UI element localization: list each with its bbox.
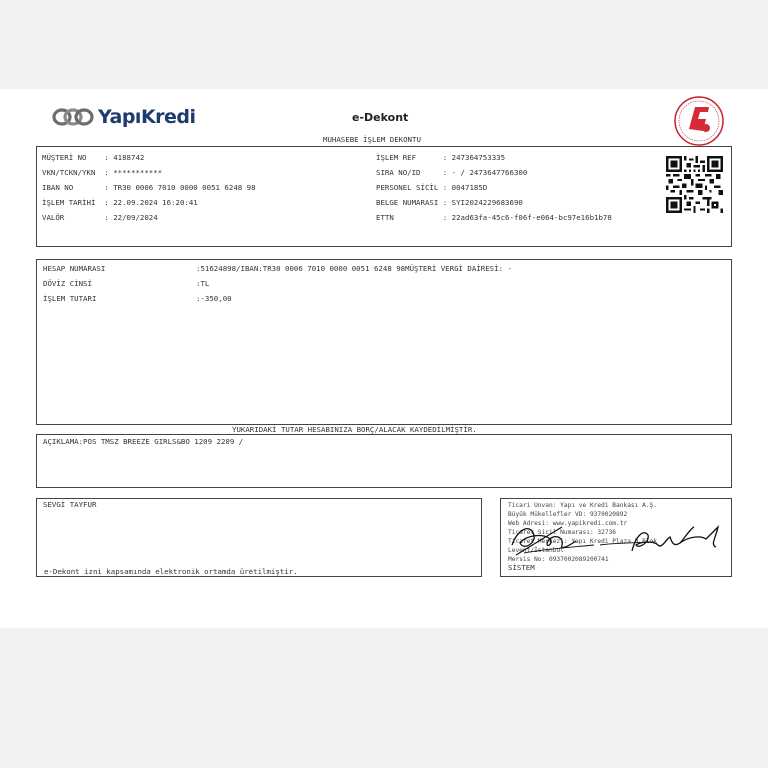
- info-value: : 247364753335: [442, 153, 506, 162]
- info-label: İŞLEM REF: [376, 153, 443, 162]
- signature-icon: [504, 515, 724, 559]
- document-subtitle: MUHASEBE İŞLEM DEKONTU: [323, 135, 421, 144]
- info-value: : 22.09.2024 16:20:41: [104, 198, 198, 207]
- customer-name: SEVGİ TAYFUR: [43, 500, 97, 509]
- bank-seal-icon: [673, 95, 725, 147]
- info-value: : 0047185D: [442, 183, 488, 192]
- receipt-page: [0, 89, 768, 628]
- info-row: [42, 168, 162, 178]
- info-row: [376, 198, 523, 208]
- info-row: [42, 183, 256, 193]
- info-value: : 4188742: [104, 153, 145, 162]
- info-label: SIRA NO/ID: [376, 168, 443, 177]
- bank-info-line: Web Adresi: www.yapikredi.com.tr: [508, 520, 628, 527]
- e-dekont-note: e-Dekont izni kapsamında elektronik ortamda üretilmiştir.: [44, 567, 298, 576]
- qr-code-icon: [666, 156, 723, 213]
- info-value: : TR30 0006 7010 0000 0051 6248 98: [104, 183, 256, 192]
- account-value: :TL: [196, 279, 210, 288]
- bank-info-line: Ticari Unvan: Yapı ve Kredi Bankası A.Ş.: [508, 502, 658, 509]
- info-row: [42, 153, 144, 163]
- logo-mark-icon: [52, 107, 94, 127]
- info-label: ETTN: [376, 213, 443, 222]
- booking-notice: YUKARIDAKİ TUTAR HESABINIZA BORÇ/ALACAK KAYDEDİLMİŞTİR.: [232, 425, 477, 434]
- info-label: IBAN NO: [42, 183, 105, 192]
- info-label: İŞLEM TARİHİ: [42, 198, 105, 207]
- info-value: : SYI2024229683690: [442, 198, 523, 207]
- info-label: BELGE NUMARASI: [376, 198, 443, 207]
- account-label: DÖVİZ CİNSİ: [43, 279, 92, 288]
- info-value: : 22/09/2024: [104, 213, 158, 222]
- bank-info-line: Mersis No: 0937002089200741: [508, 556, 609, 563]
- info-row: [376, 183, 487, 193]
- account-label: HESAP NUMARASI: [43, 264, 106, 273]
- info-value: : ***********: [104, 168, 163, 177]
- account-details-box: [36, 259, 732, 425]
- document-title: e-Dekont: [352, 111, 409, 124]
- system-label: SİSTEM: [508, 563, 535, 572]
- info-row: [376, 153, 505, 163]
- account-value: :51624898/IBAN:TR30 0006 7010 0000 0051 6248 98MÜŞTERİ VERGİ DAİRESİ: -: [196, 264, 512, 273]
- info-label: MÜŞTERİ NO: [42, 153, 105, 162]
- info-row: [376, 213, 612, 223]
- bank-info-line: Ticaret Merkezi: Yapı Kredi Plaza D Blok: [508, 538, 658, 545]
- brand-name: YapıKredi: [98, 106, 196, 128]
- description-text: AÇIKLAMA:POS TMSZ BREEZE GIRLS&BO 1209 2209 /: [43, 437, 244, 446]
- customer-box: [36, 498, 482, 577]
- info-row: [376, 168, 527, 178]
- bank-info-line: Büyük Mükellefler VD: 9370020892: [508, 511, 628, 518]
- yapikredi-logo: [52, 105, 196, 129]
- bank-info-line: Levent/İstanbul: [508, 547, 564, 554]
- info-value: : - / 2473647766300: [442, 168, 528, 177]
- account-label: İŞLEM TUTARI: [43, 294, 97, 303]
- bank-info-line: Ticaret Sicil Numarası: 32736: [508, 529, 617, 536]
- account-value: :-350,00: [196, 294, 232, 303]
- info-row: [42, 213, 158, 223]
- info-label: PERSONEL SİCİL: [376, 183, 443, 192]
- info-label: VKN/TCKN/YKN: [42, 168, 105, 177]
- info-label: VALÖR: [42, 213, 105, 222]
- info-row: [42, 198, 198, 208]
- info-value: : 22ad63fa-45c6-f06f-e064-bc97e16b1b78: [442, 213, 612, 222]
